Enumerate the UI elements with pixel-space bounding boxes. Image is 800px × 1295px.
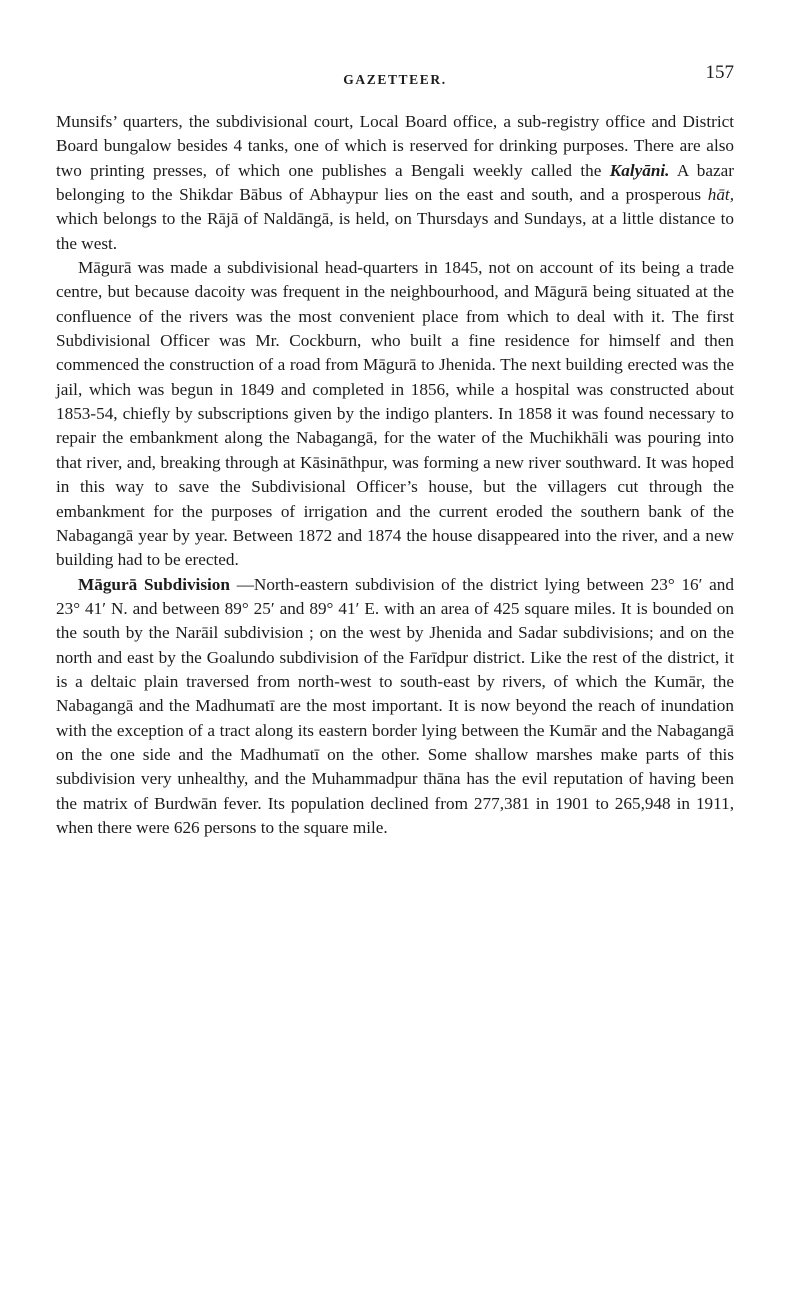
paragraph-subdivision [56, 573, 734, 841]
running-title: GAZETTEER. [343, 72, 447, 87]
paragraph-text: —North-eastern subdivision of the district lying between 23° 16′ and 23° 41′ N. and between 89° 25′ and 89° 41′ E. with an area of 425 square miles. It is bounded on the south by the Narāil subdivision ; on the west by Jhenida and Sadar subdivisions; and on the north and east by the Goalundo subdivision of the Farīdpur district. Like the rest of the district, it is a deltaic plain traversed from north-west to south-east by rivers, of which the Kumār, the Nabagangā and the Madhumatī are the most important. It is now beyond the reach of inundation with the exception of a tract along its eastern border lying between the Kumār and the Nabagangā on the one side and the Madhumatī on the other. Some shallow marshes make parts of this subdivision very unhealthy, and the Muhammadpur thāna has the evil reputation of having been the matrix of Burdwān fever. Its population declined from 277,381 in 1901 to 265,948 in 1911, when there were 626 persons to the square mile. [56, 574, 734, 837]
newspaper-name: Kalyāni. [609, 160, 670, 180]
running-header [56, 62, 734, 96]
paragraph-town-facilities [56, 110, 734, 256]
paragraph-text: which belongs to the Rājā of Naldāngā, is held, on Thursdays and Sundays, at a little distance to the west. [56, 209, 734, 253]
paragraph-text: Munsifs’ quarters, the subdivisional court, Local Board office, a sub-registry office and District Board bungalow besides 4 tanks, one of which is reserved for drinking purposes. There are also two printing presses, of which one publishes a Bengali weekly called the [56, 112, 734, 180]
paragraph-history: Māgurā was made a subdivisional head-quarters in 1845, not on account of its being a trade centre, but because dacoity was frequent in the neighbourhood, and Māgurā being situated at the confluence of the rivers was the most convenient place from which to deal with it. The first Subdivisional Officer was Mr. Cockburn, who built a fine residence for himself and then commenced the construction of a road from Māgurā to Jhenida. The next building erected was the jail, which was begun in 1849 and completed in 1856, while a hospital was constructed about 1853-54, chiefly by subscriptions given by the indigo planters. In 1858 it was found necessary to repair the embankment along the Nabagangā, for the water of the Muchikhāli was pouring into that river, and, breaking through at Kāsināthpur, was forming a new river southward. It was hoped in this way to save the Subdivisional Officer’s house, but the villagers cut through the embankment for the purposes of irrigation and the current eroded the southern bank of the Nabagangā year by year. Between 1872 and 1874 the house disappeared into the river, and a new building had to be erected. [56, 258, 734, 570]
body-text [56, 110, 734, 840]
hat-term: hāt, [707, 185, 734, 205]
paragraph-text: A bazar belonging to the Shikdar Bābus of Abhaypur lies on the east and south, and a prosperous [56, 160, 734, 205]
entry-heading: Māgurā Subdivision [78, 574, 230, 594]
document-page [56, 62, 734, 840]
page-number: 157 [705, 62, 734, 83]
